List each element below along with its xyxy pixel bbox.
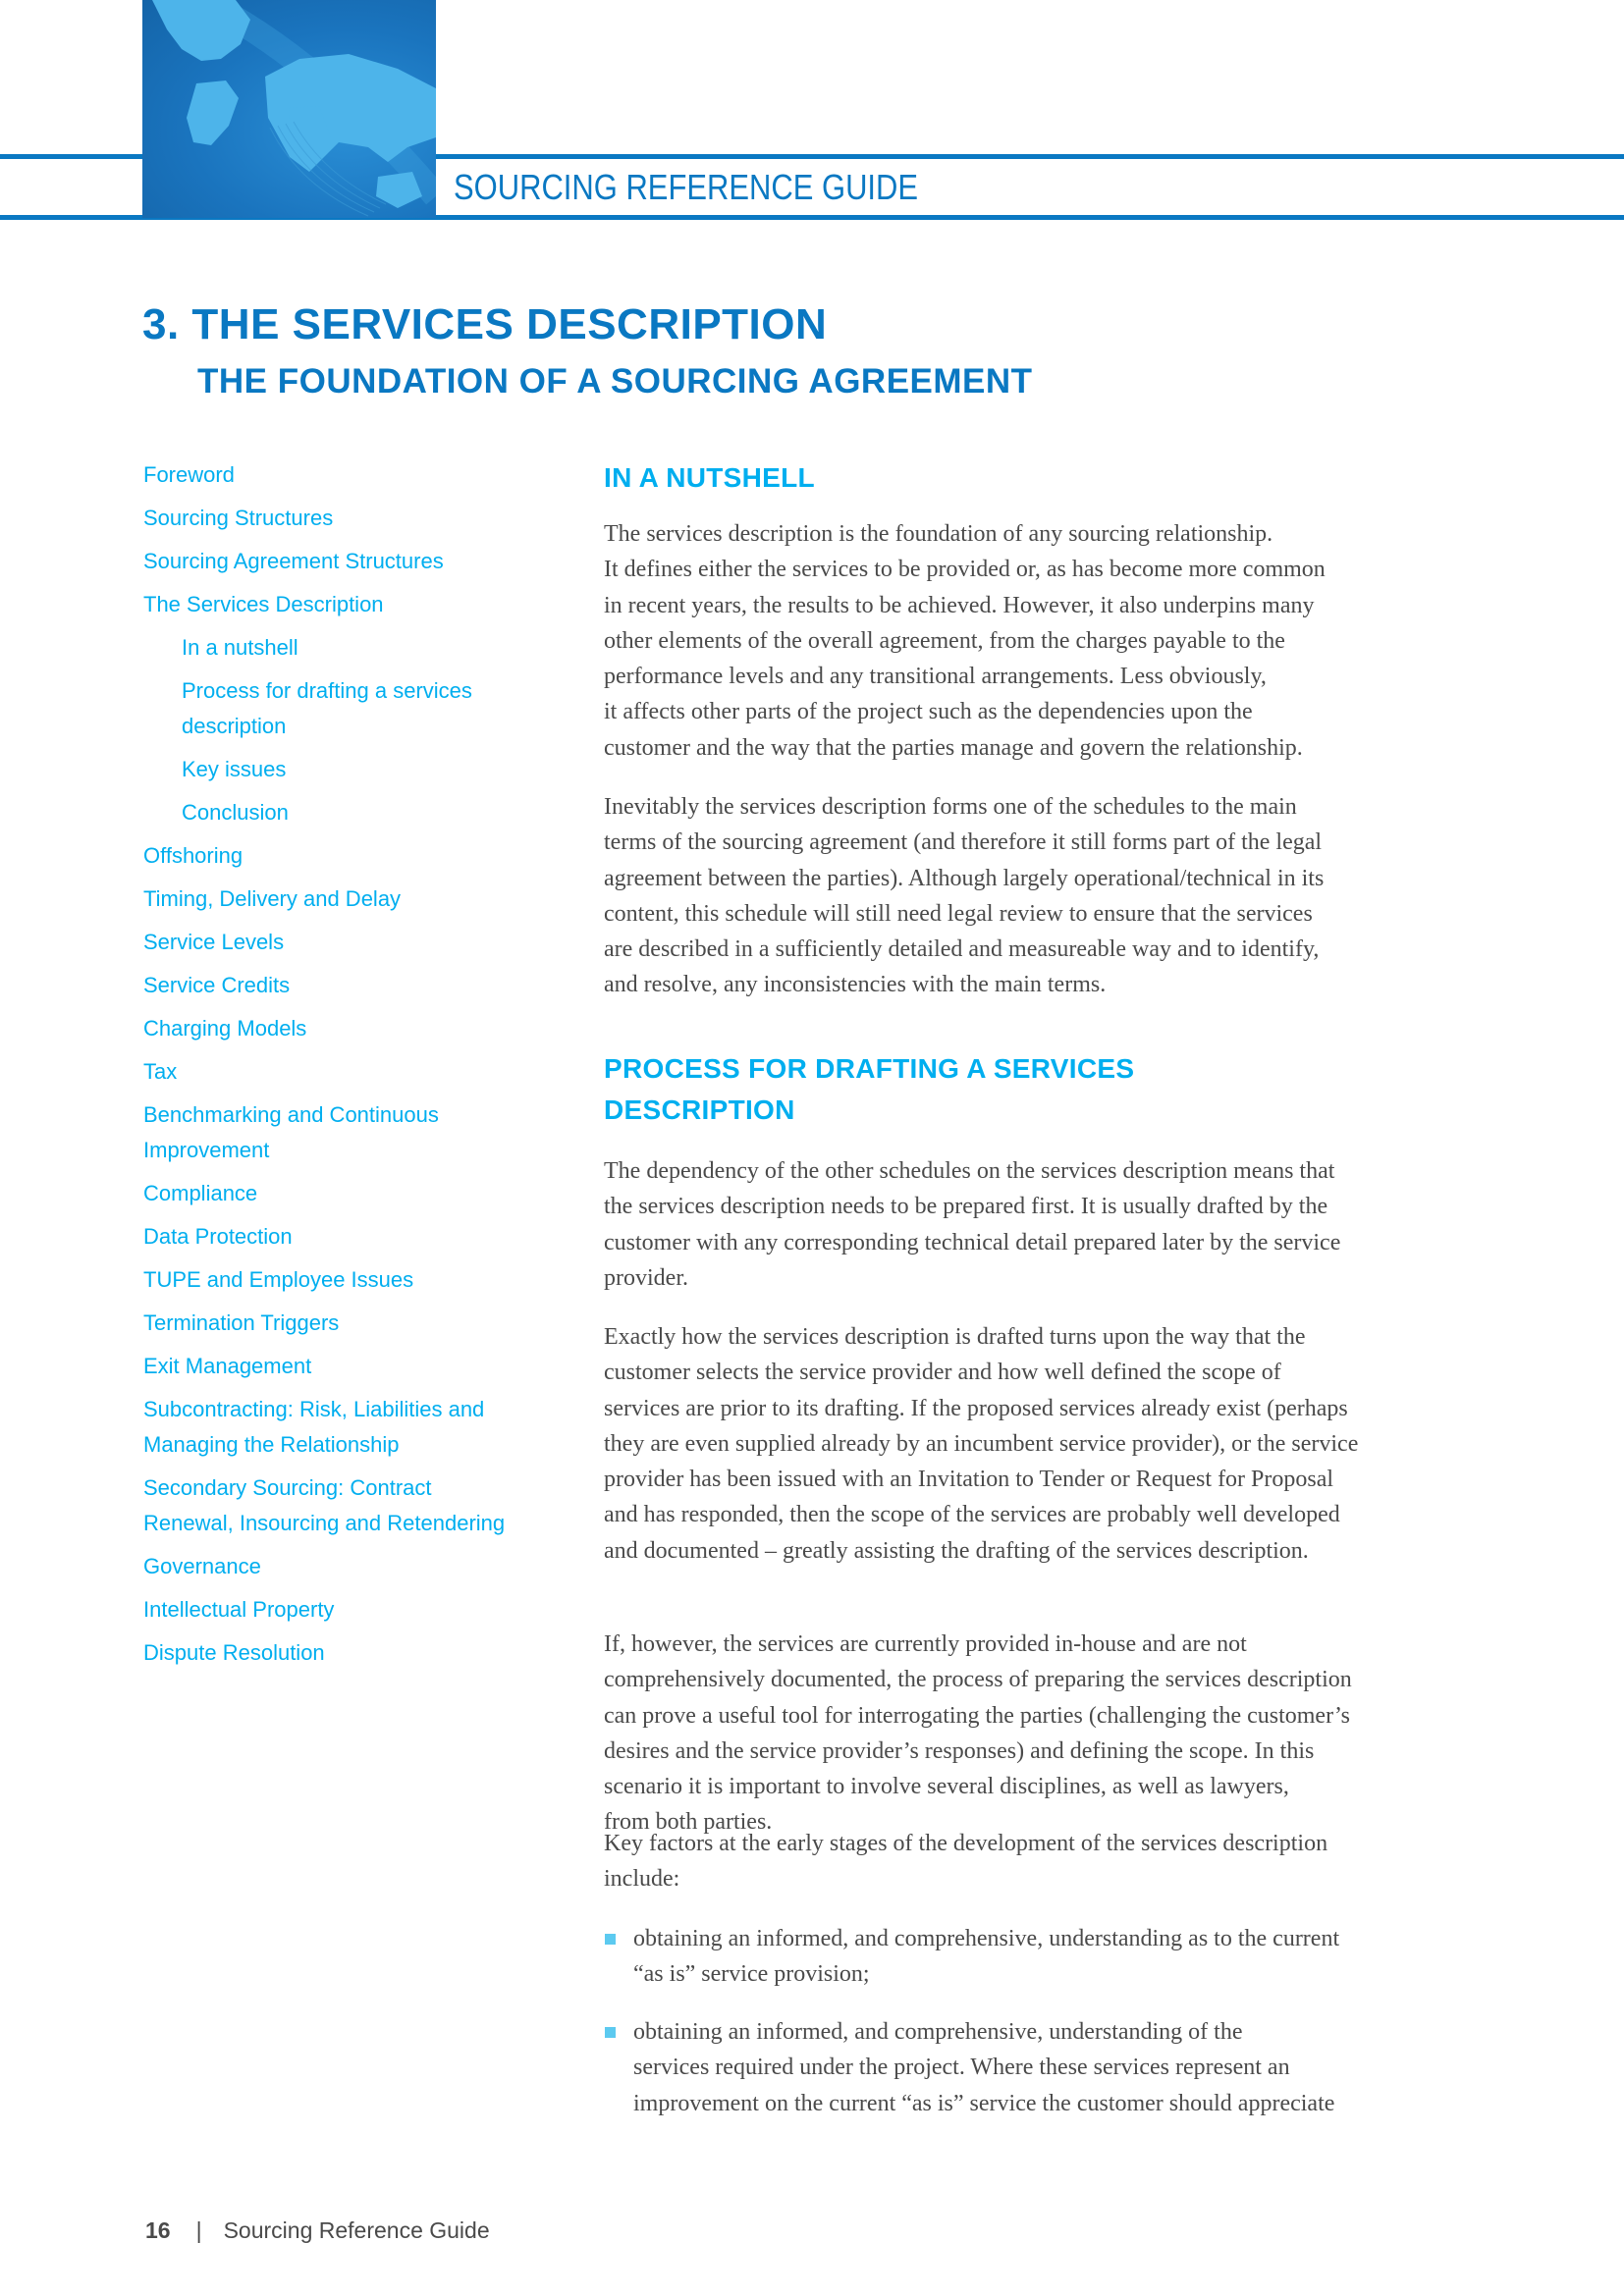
toc-timing-delivery-delay[interactable]: Timing, Delivery and Delay — [143, 886, 402, 911]
section-heading-process-for-drafting: PROCESS FOR DRAFTING A SERVICES DESCRIPTION — [604, 1053, 1135, 1125]
toc-compliance[interactable]: Compliance — [143, 1181, 258, 1205]
paragraph-process-2: Exactly how the services description is drafted turns upon the way that the customer selects the service provider and how well defined the scope of services are prior to its drafting. If the proposed services already exist (perhaps they are even supplied already by an incumbent service provider), or the service provider has been issued with an Invitation to Tender or Request for Proposal and has responded, then the scope of the services are probably well developed and documented – greatly assisting the drafting of the services description. — [604, 1324, 1359, 1564]
toc-benchmarking[interactable]: Benchmarking and Continuous Improvement — [143, 1102, 439, 1162]
toc-governance[interactable]: Governance — [143, 1554, 261, 1578]
toc-tupe-employee-issues[interactable]: TUPE and Employee Issues — [143, 1267, 414, 1292]
publication-name: Sourcing Reference Guide — [223, 2217, 490, 2243]
page-footer — [145, 2217, 490, 2244]
toc-sourcing-structures[interactable]: Sourcing Structures — [143, 506, 334, 530]
toc-service-levels[interactable]: Service Levels — [143, 930, 285, 954]
bullet-square-icon — [605, 1934, 616, 1945]
bullet-item: obtaining an informed, and comprehensive, understanding as to the current “as is” service provision; — [604, 1921, 1339, 1993]
toc-conclusion[interactable]: Conclusion — [182, 800, 289, 825]
toc-key-issues[interactable]: Key issues — [182, 757, 287, 781]
toc-secondary-sourcing[interactable]: Secondary Sourcing: Contract Renewal, Insourcing and Retendering — [143, 1475, 506, 1535]
section-heading-in-a-nutshell: IN A NUTSHELL — [604, 462, 815, 493]
toc-in-a-nutshell[interactable]: In a nutshell — [182, 635, 298, 660]
page-number: 16 — [145, 2217, 171, 2243]
bullet-square-icon — [605, 2027, 616, 2038]
toc-sourcing-agreement-structures[interactable]: Sourcing Agreement Structures — [143, 549, 444, 573]
guide-title: SOURCING REFERENCE GUIDE — [454, 167, 919, 207]
toc-charging-models[interactable]: Charging Models — [143, 1016, 307, 1041]
toc-subcontracting[interactable]: Subcontracting: Risk, Liabilities and Managing the Relationship — [143, 1397, 485, 1457]
paragraph-nutshell-2: Inevitably the services description forms one of the schedules to the main terms of the sourcing agreement (and therefore it still forms part of the legal agreement between the parties). Although largely operational/technical in its content, this schedule will still need legal review to ensure that the services are described in a sufficiently detailed and measureable way and to identify, and resolve, any inconsistencies with the main terms. — [604, 794, 1325, 998]
footer-separator: | — [195, 2217, 202, 2243]
toc-intellectual-property[interactable]: Intellectual Property — [143, 1597, 335, 1622]
bullet-item: obtaining an informed, and comprehensive, understanding of the services required under the project. Where these services represent an improvement on the current “as is” service the customer should appreciate — [604, 2014, 1334, 2121]
toc-dispute-resolution[interactable]: Dispute Resolution — [143, 1640, 325, 1665]
world-map-globe-icon — [142, 0, 436, 218]
paragraph-process-1: The dependency of the other schedules on the services description means that the services description needs to be prepared first. It is usually drafted by the customer with any corresponding technical detail prepared later by the service provider. — [604, 1158, 1341, 1291]
toc-offshoring[interactable]: Offshoring — [143, 843, 244, 868]
toc-process-for-drafting[interactable]: Process for drafting a services description — [182, 678, 472, 738]
table-of-contents — [143, 457, 575, 1679]
paragraph-process-4: Key factors at the early stages of the development of the services description include: — [604, 1831, 1328, 1893]
toc-data-protection[interactable]: Data Protection — [143, 1224, 293, 1249]
toc-foreword[interactable]: Foreword — [143, 462, 235, 487]
toc-services-description[interactable]: The Services Description — [143, 592, 384, 616]
toc-exit-management[interactable]: Exit Management — [143, 1354, 312, 1378]
chapter-subtitle: THE FOUNDATION OF A SOURCING AGREEMENT — [197, 362, 1033, 400]
toc-service-credits[interactable]: Service Credits — [143, 973, 291, 997]
paragraph-process-3: If, however, the services are currently provided in-house and are not comprehensively documented, the process of preparing the services description can prove a useful tool for interrogating the parties (challenging the customer’s desires and the service provider’s responses) and defining the scope. In this scenario it is important to involve several disciplines, as well as lawyers, from both parties. — [604, 1631, 1352, 1836]
paragraph-nutshell-1: The services description is the foundation of any sourcing relationship. It defines either the services to be provided or, as has become more common in recent years, the results to be achieved. However, it also underpins many other elements of the overall agreement, from the charges payable to the performance levels and any transitional arrangements. Less obviously, it affects other parts of the project such as the dependencies upon the customer and the way that the parties manage and govern the relationship. — [604, 521, 1326, 761]
toc-tax[interactable]: Tax — [143, 1059, 178, 1084]
toc-termination-triggers[interactable]: Termination Triggers — [143, 1310, 340, 1335]
chapter-title: 3. THE SERVICES DESCRIPTION — [142, 300, 828, 348]
